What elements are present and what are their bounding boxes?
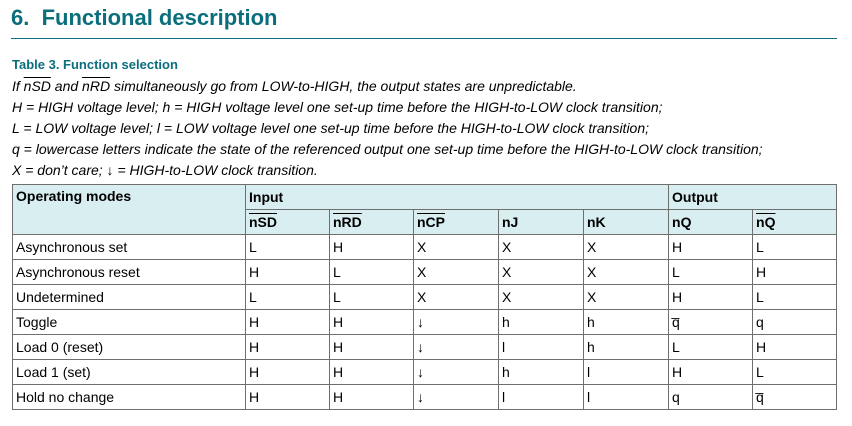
state-cell: L [753,285,837,310]
operating-mode-cell: Asynchronous reset [13,260,246,285]
table-note-2: H = HIGH voltage level; h = HIGH voltage level one set-up time before the HIGH-to-LOW clock transition; [12,99,663,115]
column-header [499,210,584,235]
operating-mode-cell: Load 1 (set) [13,360,246,385]
state-cell: H [246,260,330,285]
column-header [753,210,837,235]
state-cell: H [330,335,414,360]
column-header [330,210,414,235]
table-row [13,335,837,360]
state-cell: L [246,235,330,260]
note-text: and [50,78,83,94]
state-cell: h [499,310,584,335]
state-cell: L [753,360,837,385]
state-cell: H [753,335,837,360]
state-cell: l [499,385,584,410]
state-cell: H [669,235,753,260]
section-heading [11,5,278,31]
function-selection-table [12,184,837,410]
state-cell: ↓ [414,310,499,335]
state-cell: H [246,360,330,385]
operating-mode-cell: Hold no change [13,385,246,410]
table-row [13,385,837,410]
state-cell: H [330,310,414,335]
state-cell: l [584,360,669,385]
header-operating-modes: Operating modes [13,185,246,235]
state-cell: L [669,260,753,285]
operating-mode-cell: Load 0 (reset) [13,335,246,360]
section-title: Functional description [41,5,278,30]
state-cell: L [753,235,837,260]
header-output: Output [669,185,837,210]
state-cell: X [414,235,499,260]
state-cell: X [499,285,584,310]
state-cell: X [414,285,499,310]
column-label: $\overline{nRD}$ [333,214,362,230]
state-cell: H [246,335,330,360]
operating-mode-cell: Toggle [13,310,246,335]
state-cell: H [330,385,414,410]
table-note-3: L = LOW voltage level; l = LOW voltage level one set-up time before the HIGH-to-LOW clock transition; [12,120,650,136]
table-caption: Table 3. Function selection [12,57,178,72]
state-cell: X [499,260,584,285]
note-text: If [12,78,24,94]
state-cell: H [753,260,837,285]
table-row [13,285,837,310]
state-cell: ↓ [414,335,499,360]
state-cell: L [330,260,414,285]
state-cell: l [499,335,584,360]
column-label: nQ [672,214,692,230]
note-signal-nrd: $\overline{nRD}$ [82,78,111,94]
state-cell: ↓ [414,360,499,385]
state-cell: L [246,285,330,310]
section-number: 6. [11,5,30,30]
column-label: $\overline{nQ}$ [756,214,776,230]
state-cell: H [330,235,414,260]
state-cell: h [584,335,669,360]
table-row [13,235,837,260]
heading-divider [11,38,837,39]
state-cell: X [414,260,499,285]
note-text: simultaneously go from LOW-to-HIGH, the output states are unpredictable. [110,78,577,94]
state-cell: q [753,310,837,335]
column-header [669,210,753,235]
state-cell: H [246,310,330,335]
note-signal-nsd: $\overline{nSD}$ [23,78,51,94]
state-cell: l [584,385,669,410]
table-row [13,260,837,285]
column-label: nJ [502,214,519,230]
operating-mode-cell: Undetermined [13,285,246,310]
column-header [246,210,330,235]
column-header [584,210,669,235]
column-header [414,210,499,235]
state-cell: L [669,335,753,360]
table-note-5: X = don’t care; ↓ = HIGH-to-LOW clock transition. [12,162,318,178]
column-label: $\overline{nSD}$ [249,214,277,230]
state-cell: L [330,285,414,310]
state-cell: q̅ [753,385,837,410]
state-cell: H [669,360,753,385]
column-label: nK [587,214,606,230]
table-note-1 [12,78,577,95]
state-cell: X [584,235,669,260]
state-cell: H [330,360,414,385]
operating-mode-cell: Asynchronous set [13,235,246,260]
state-cell: ↓ [414,385,499,410]
table-note-4: q = lowercase letters indicate the state of the referenced output one set-up time before the HIGH-to-LOW clock transition; [12,141,763,157]
state-cell: q̅ [669,310,753,335]
state-cell: H [669,285,753,310]
header-input: Input [246,185,669,210]
state-cell: H [246,385,330,410]
table-row [13,310,837,335]
state-cell: h [584,310,669,335]
column-label: $\overline{nCP}$ [417,214,445,230]
state-cell: X [584,285,669,310]
state-cell: X [584,260,669,285]
state-cell: q [669,385,753,410]
table-row [13,360,837,385]
state-cell: h [499,360,584,385]
state-cell: X [499,235,584,260]
